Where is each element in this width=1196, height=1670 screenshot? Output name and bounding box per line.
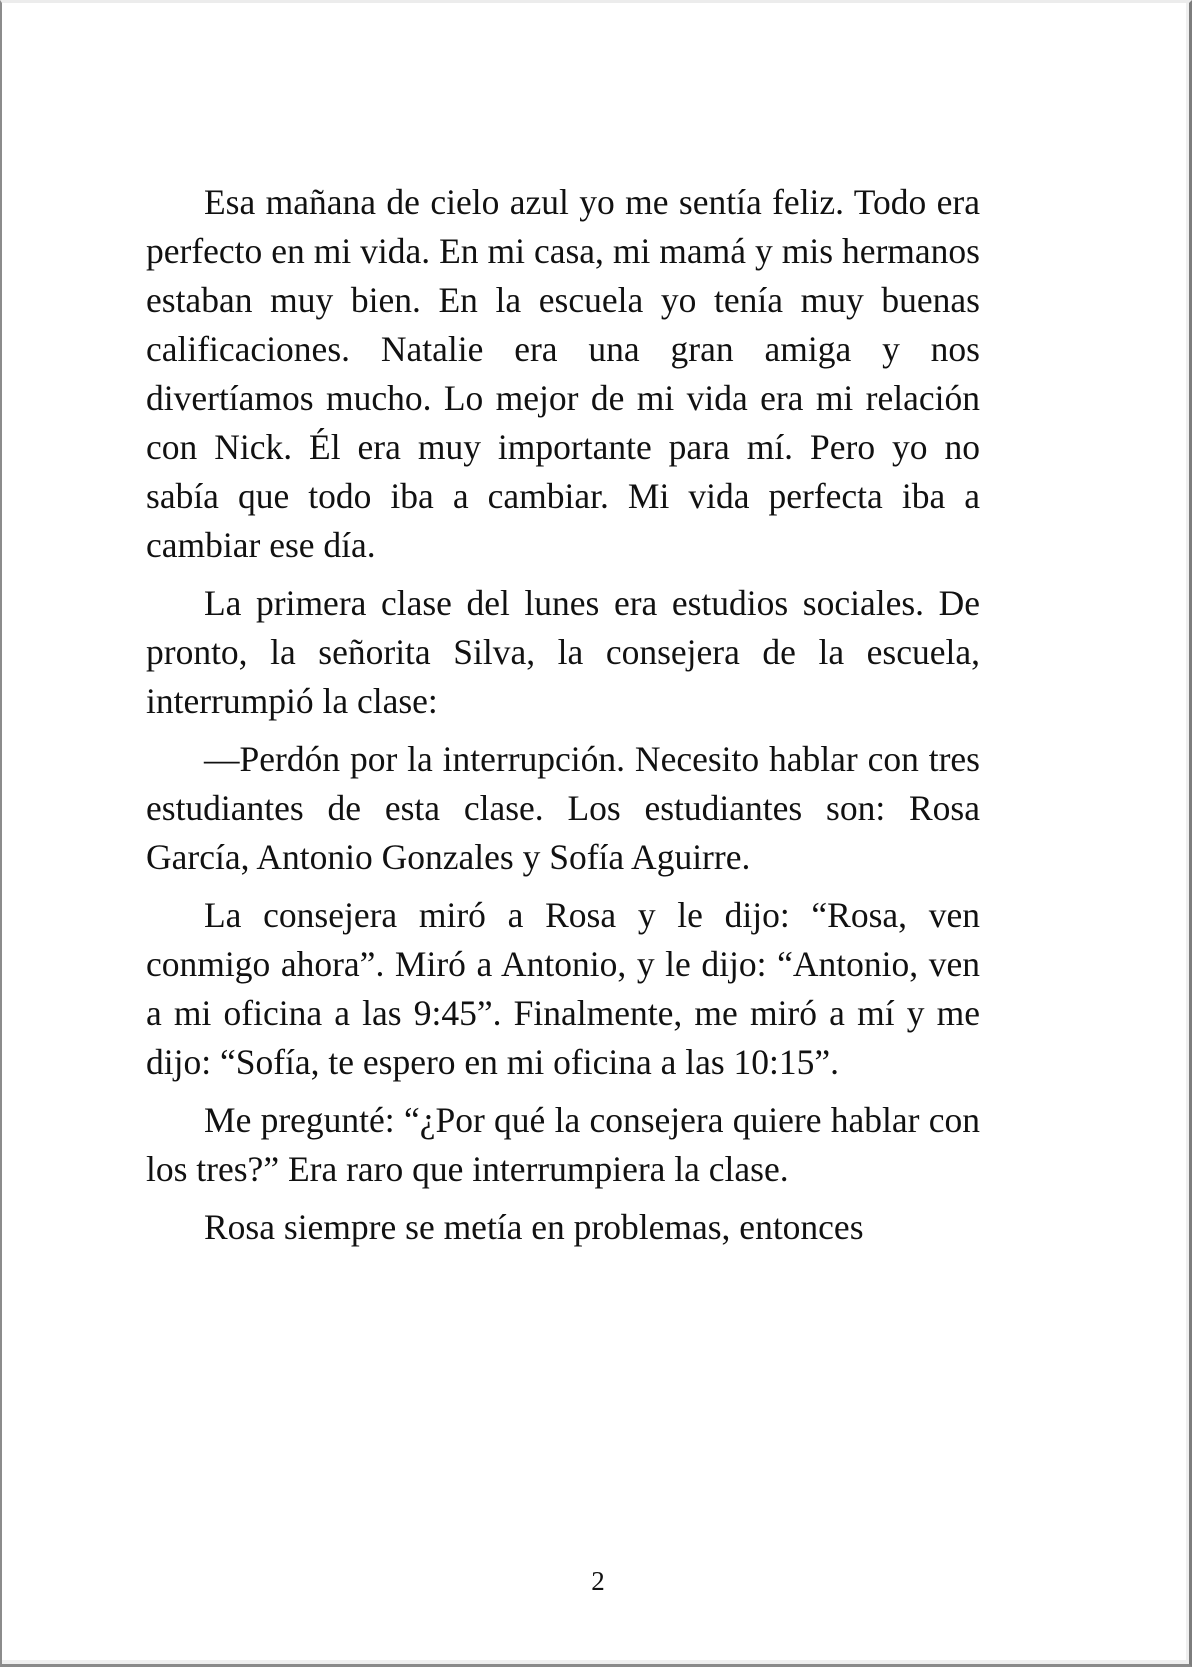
paragraph: La consejera miró a Rosa y le dijo: “Rosa, ven conmigo ahora”. Miró a Antonio, y le dijo: “Antonio, ven a mi oficina a las 9:45”. Finalmente, me miró a mí y me dijo: “Sofía, te espero en mi oficina a las 10:15”. bbox=[146, 895, 980, 1082]
paragraph: Me pregunté: “¿Por qué la consejera quiere hablar con los tres?” Era raro que interrumpiera la clase. bbox=[146, 1100, 980, 1189]
body-text bbox=[146, 178, 980, 1261]
page-number: 2 bbox=[591, 1566, 605, 1596]
paragraph: Esa mañana de cielo azul yo me sentía feliz. Todo era perfecto en mi vida. En mi casa, mi mamá y mis hermanos estaban muy bien. En la escuela yo tenía muy buenas calificaciones. Natalie era una gran amiga y nos divertíamos mucho. Lo mejor de mi vida era mi relación con Nick. Él era muy importante para mí. Pero yo no sabía que todo iba a cambiar. Mi vida perfecta iba a cambiar ese día. bbox=[146, 182, 980, 565]
paragraph: La primera clase del lunes era estudios sociales. De pronto, la señorita Silva, la consejera de la escuela, interrumpió la clase: bbox=[146, 583, 980, 721]
paragraph: —Perdón por la interrupción. Necesito hablar con tres estudiantes de esta clase. Los estudiantes son: Rosa García, Antonio Gonzales y Sofía Aguirre. bbox=[146, 739, 980, 877]
paragraph: Rosa siempre se metía en problemas, entonces bbox=[204, 1207, 864, 1247]
